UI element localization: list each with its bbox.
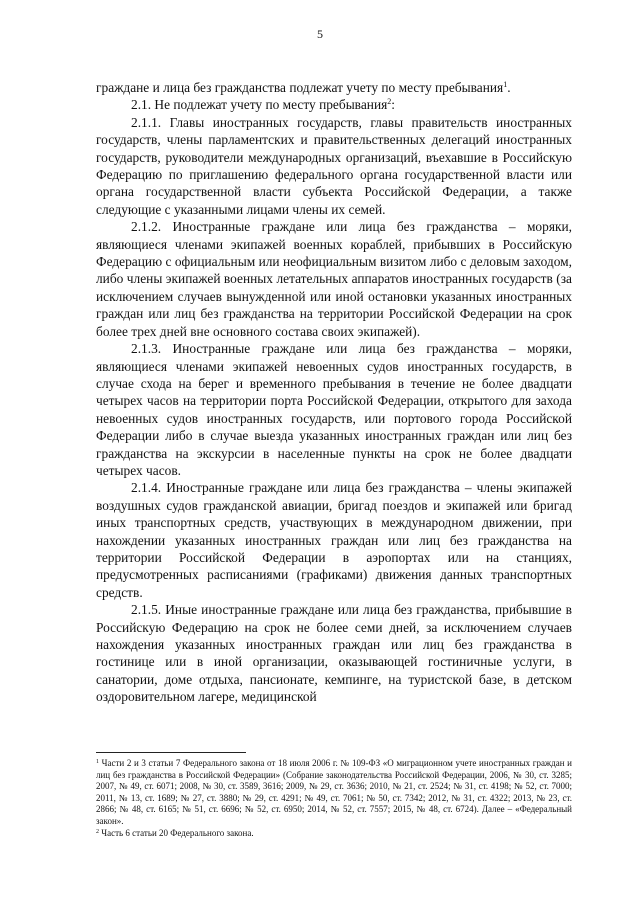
- paragraph-2-1-2: 2.1.2. Иностранные граждане или лица без гражданства – моряки, являющиеся членами экипажей военных кораблей, прибывших в Российскую Федерацию с официальным или неофициальным визитом либо с деловым заходом, либо члены экипажей военных летательных аппаратов иностранных государств (за исключением случаев вынужденной или иной остановки указанных иностранных граждан или лиц без гражданства на территории Российской Федерации на срок более трех дней вне основного состава своих экипажей).: [96, 219, 572, 339]
- footnote-ref-2[interactable]: 2: [387, 97, 392, 107]
- footnote-mark: 2: [96, 828, 99, 835]
- paragraph-2-1-5: 2.1.5. Иные иностранные граждане или лица без гражданства, прибывшие в Российскую Федерацию на срок не более семи дней, за исключением случаев нахождения указанных иностранных граждан или лиц без гражданства в гостинице или в иной организации, оказывающей гостиничные услуги, в санатории, доме отдыха, пансионате, кемпинге, на туристской базе, в детском оздоровительном лагере, медицинской: [96, 602, 572, 705]
- footnote-mark: 1: [96, 759, 99, 765]
- paragraph-tail: :: [391, 97, 395, 113]
- body-text: [96, 79, 572, 706]
- paragraph-2-1-4: 2.1.4. Иностранные граждане или лица без гражданства – члены экипажей воздушных судов гражданской авиации, бригад поездов и экипажей или бригад иных транспортных средств, участвующих в международном движении, при нахождении указанных иностранных граждан или лиц без гражданства на территории Российской Федерации в аэропортах или на станциях, предусмотренных расписаниями (графиками) движения данных транспортных средств.: [96, 480, 572, 600]
- footnote-ref-1[interactable]: 1: [503, 80, 508, 89]
- paragraph-text: 2.1. Не подлежат учету по месту пребывания: [131, 97, 388, 113]
- paragraph-2-1-1: 2.1.1. Главы иностранных государств, главы правительств иностранных государств, члены парламентских и правительственных делегаций иностранных государств, руководители международных организаций, въехавшие в Российскую Федерацию по приглашению федерального органа государственной власти или органа государственной власти субъекта Российской Федерации, а также следующие с указанными лицами члены их семей.: [96, 114, 572, 217]
- footnotes: [96, 758, 572, 839]
- footnote-1: [96, 758, 572, 828]
- paragraph-tail: .: [507, 80, 511, 95]
- paragraph-text: граждане и лица без гражданства подлежат учету по месту пребывания: [96, 80, 504, 95]
- paragraph-2-1-3: 2.1.3. Иностранные граждане или лица без гражданства – моряки, являющиеся членами экипажей невоенных судов иностранных государств, в случае схода на берег и временного пребывания в течение не более двадцати четырех часов на территории порта Российской Федерации, открытого для захода невоенных судов иностранных государств, или портового города Российской Федерации либо в случае выезда указанных иностранных граждан или лиц без гражданства на экскурсии в населенные пункты на срок не более двадцати четырех часов.: [96, 341, 572, 478]
- footnote-2: [96, 828, 572, 840]
- page-number: 5: [317, 27, 323, 41]
- footnote-text: Части 2 и 3 статьи 7 Федерального закона от 18 июля 2006 г. № 109-ФЗ «О миграционном учете иностранных граждан и лиц без гражданства в Российской Федерации» (Собрание законодательства Российской Федерации, 2006, № 30, ст. 3285; 2007, № 49, ст. 6071; 2008, № 30, ст. 3589, 3616; 2009, № 29, ст. 3636; 2010, № 21, ст. 2524; № 31, ст. 4198; № 52, ст. 7000; 2011, № 13, ст. 1689; № 27, ст. 3880; № 29, ст. 4291; № 49, ст. 7061; № 50, ст. 7342; 2012, № 31, ст. 4322; 2013, № 23, ст. 2866; № 48, ст. 6165; № 51, ст. 6696; № 52, ст. 6950; 2014, № 52, ст. 7557; 2015, № 48, ст. 6724). Далее – «Федеральный закон».: [96, 758, 572, 826]
- footnote-divider: [96, 752, 246, 753]
- paragraph-continuation: [96, 79, 572, 96]
- footnote-text: Часть 6 статьи 20 Федерального закона.: [99, 827, 254, 838]
- paragraph-2-1: [96, 96, 572, 113]
